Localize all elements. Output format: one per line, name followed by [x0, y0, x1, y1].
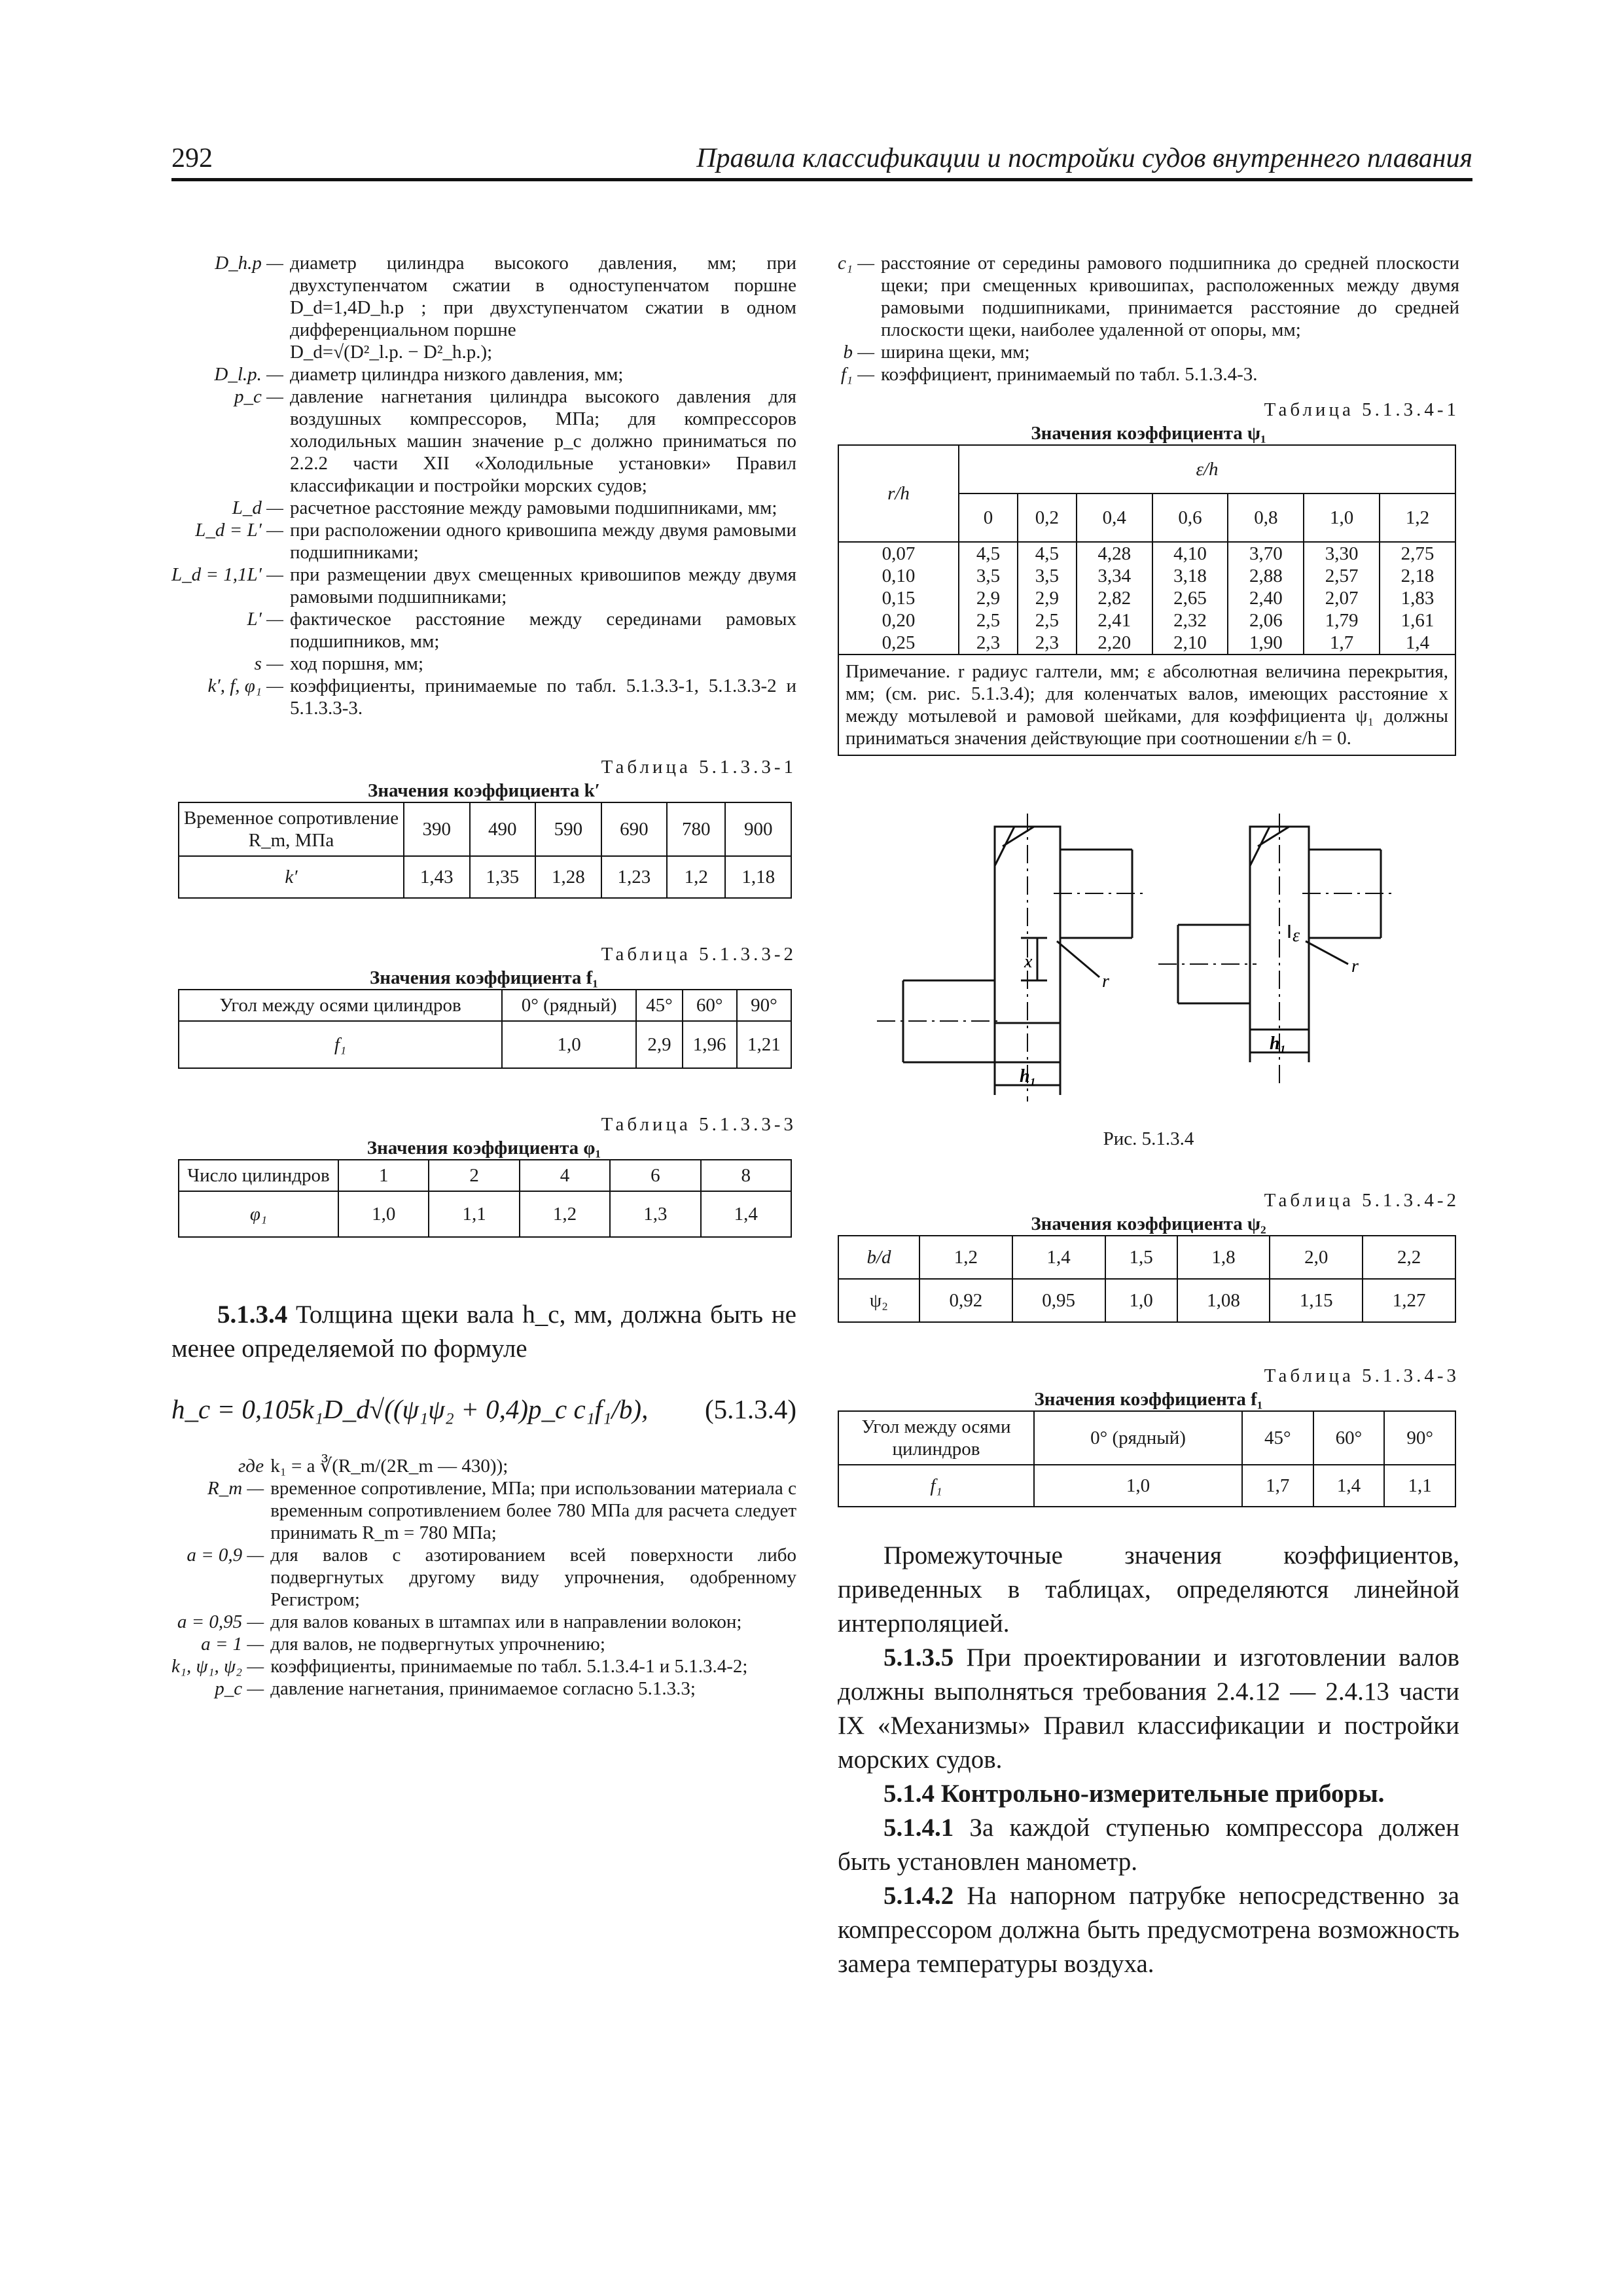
axis-line [877, 814, 1145, 1102]
group-head: ε/h [959, 445, 1455, 493]
table-note: Примечание. r радиус галтели, мм; ε абсолютная величина перекрытия, мм; (см. рис. 5.1.3.4); для коленчатых валов, имеющих расстояние x между мотылевой и рамовой шейками, для коэффициента ψ₁ должны приниматься значения действующие при соотношении ε/h = 0. [838, 655, 1455, 755]
definition-text: фактическое расстояние между серединами рамовых подшипников, мм; [289, 609, 796, 652]
header-rule [171, 178, 1472, 181]
definitions-list-1 [171, 252, 796, 719]
table-cell: 2,0 [1270, 1236, 1363, 1279]
definition-text: D_d=√(D²_l.p. − D²_h.p.); [289, 342, 493, 363]
table-cell: 2,3 [959, 632, 1018, 655]
table-cell: 2,9 [1018, 587, 1077, 609]
table-psi2 [838, 1235, 1456, 1323]
table-cell: 90° [737, 990, 791, 1021]
table-cell: 4,5 [1018, 542, 1077, 565]
definition-symbol: c₁ — [838, 253, 874, 274]
table-cell: 2,18 [1380, 565, 1455, 587]
table-cell: 1,4 [1313, 1465, 1385, 1507]
table-k-prime [178, 802, 792, 899]
row-head: Угол между осями цилиндров [179, 990, 502, 1021]
definition-symbol: a = 0,95 — [177, 1611, 264, 1632]
paragraph-5-1-3-4 [171, 1298, 796, 1366]
row-head: f₁ [838, 1465, 1034, 1507]
table-cell: 1,3 [610, 1191, 700, 1237]
table-cell: 1,0 [1034, 1465, 1242, 1507]
table-cell: 60° [683, 990, 737, 1021]
label-epsilon: ε [1293, 925, 1300, 946]
radius-leader [1057, 941, 1099, 977]
table-cell: 2 [429, 1160, 519, 1191]
table-title: Значения коэффициента ψ₁ [1031, 423, 1266, 444]
table-cell: 0° (рядный) [502, 990, 636, 1021]
table-title: Значения коэффициента ψ₂ [1031, 1213, 1266, 1234]
table-cell: 3,70 [1228, 542, 1304, 565]
table-cell: 1,21 [737, 1021, 791, 1068]
left-column [171, 252, 796, 1700]
column-head: 0,6 [1152, 493, 1228, 542]
label-r: r [1102, 971, 1109, 992]
table-cell: 1,43 [404, 856, 470, 898]
definition-symbol: R_m — [207, 1478, 264, 1499]
table-cell: 490 [470, 802, 536, 856]
table-cell: 2,9 [959, 587, 1018, 609]
table-cell: 45° [1242, 1411, 1313, 1465]
row-head: 0,07 [838, 542, 959, 565]
column-head: 1,0 [1304, 493, 1380, 542]
table-cell: 1,1 [1384, 1465, 1455, 1507]
table-cell: 1,2 [919, 1236, 1012, 1279]
table-cell: 3,5 [959, 565, 1018, 587]
definition-text: коэффициенты, принимаемые по табл. 5.1.3.3-1, 5.1.3.3-2 и 5.1.3.3-3. [289, 675, 796, 719]
table-cell: 2,3 [1018, 632, 1077, 655]
table-cell: 2,10 [1152, 632, 1228, 655]
table-cell: 1,4 [1012, 1236, 1105, 1279]
definition-symbol: L_d — [232, 497, 283, 518]
table-cell: 1,2 [667, 856, 725, 898]
table-cell: 1,7 [1304, 632, 1380, 655]
row-head: k′ [179, 856, 404, 898]
table-cell: 1,2 [520, 1191, 610, 1237]
table-cell: 3,18 [1152, 565, 1228, 587]
table-cell: 2,06 [1228, 609, 1304, 632]
table-cell: 1,28 [535, 856, 601, 898]
table-cell: 1,0 [338, 1191, 429, 1237]
table-psi1 [838, 444, 1456, 756]
table-cell: 1,7 [1242, 1465, 1313, 1507]
definition-text: давление нагнетания цилиндра высокого давления для воздушных компрессоров, МПа; для компрессоров холодильных машин значение p_c должно приниматься по 2.2.2 части XII «Холодильные установки» Правил классификации и постройки морских судов; [289, 386, 796, 496]
table-cell: 6 [610, 1160, 700, 1191]
row-head: 0,10 [838, 565, 959, 587]
table-cell: 1,0 [502, 1021, 636, 1068]
table-caption: Таблица 5.1.3.4-3 [1264, 1365, 1459, 1386]
label-x: x [1024, 952, 1033, 972]
definition-text: диаметр цилиндра высокого давления, мм; при двухступенчатом сжатии в одноступенчатом поршне D_d=1,4D_h.p ; при двухступенчатом сжатии в одном дифференциальном поршне [289, 253, 796, 340]
formula-row [171, 1392, 796, 1426]
section-heading-5-1-4: 5.1.4 Контрольно-измерительные приборы. [883, 1780, 1385, 1808]
row-head: φ₁ [179, 1191, 338, 1237]
table-row [838, 542, 1455, 565]
table-cell: 2,82 [1077, 587, 1152, 609]
table-phi1 [178, 1159, 792, 1238]
table-cell: 690 [601, 802, 668, 856]
table-cell: 1,83 [1380, 587, 1455, 609]
table-cell: 390 [404, 802, 470, 856]
table-cell: 900 [725, 802, 791, 856]
row-head: Число цилиндров [179, 1160, 338, 1191]
table-cell: 2,20 [1077, 632, 1152, 655]
running-title: Правила классификации и постройки судов внутреннего плавания [696, 143, 1472, 173]
row-head: 0,20 [838, 609, 959, 632]
table-cell: 1,4 [701, 1191, 791, 1237]
table-cell: 2,5 [1018, 609, 1077, 632]
row-head: 0,15 [838, 587, 959, 609]
definition-symbol: f₁ — [840, 364, 874, 385]
definition-text: для валов кованых в штампах или в направлении волокон; [270, 1611, 742, 1632]
definition-text: расстояние от середины рамового подшипника до средней плоскости щеки; при смещенных кривошипах, расположенных между двумя рамовыми подшипниками, принимается расстояние до средней плоскости щеки, наиболее удаленной от опоры, мм; [881, 253, 1459, 340]
table-row [838, 609, 1455, 632]
paragraph-5-1-4-1 [838, 1811, 1459, 1879]
table-cell: 60° [1313, 1411, 1385, 1465]
web-chamfer [1250, 827, 1289, 866]
table-cell: 8 [701, 1160, 791, 1191]
page-number: 292 [171, 143, 213, 173]
definition-text: ширина щеки, мм; [881, 342, 1030, 363]
definition-text: коэффициент, принимаемый по табл. 5.1.3.4-3. [881, 364, 1258, 385]
definitions-list-2 [171, 1455, 796, 1700]
definition-symbol: k′, f, φ₁ — [207, 675, 283, 696]
paragraph-interpolation: Промежуточные значения коэффициентов, приведенных в таблицах, определяются линейной интерполяцией. [838, 1541, 1459, 1638]
definition-symbol: где [238, 1456, 264, 1477]
row-head: Угол между осями цилиндров [838, 1411, 1034, 1465]
section-number: 5.1.4.2 [883, 1882, 954, 1910]
table-cell: 90° [1384, 1411, 1455, 1465]
definition-text: для валов, не подвергнутых упрочнению; [270, 1634, 605, 1655]
table-cell: 4,5 [959, 542, 1018, 565]
label-h1: h₁ [1270, 1033, 1287, 1054]
table-cell: 1,61 [1380, 609, 1455, 632]
table-cell: 0° (рядный) [1034, 1411, 1242, 1465]
journal-end [903, 850, 1132, 1062]
row-head: Временное сопротивление R_m, МПа [179, 802, 404, 856]
table-cell: 1 [338, 1160, 429, 1191]
table-cell: 1,5 [1105, 1236, 1177, 1279]
definitions-list-3 [838, 252, 1459, 386]
table-cell: 1,23 [601, 856, 668, 898]
table-cell: 2,65 [1152, 587, 1228, 609]
table-cell: 1,90 [1228, 632, 1304, 655]
table-title: Значения коэффициента f₁ [369, 967, 599, 988]
table-cell: 0,92 [919, 1279, 1012, 1322]
table-cell: 2,9 [636, 1021, 682, 1068]
table-cell: 1,15 [1270, 1279, 1363, 1322]
section-number: 5.1.4.1 [883, 1814, 954, 1842]
paragraph-text: Толщина щеки вала h_c, мм, должна быть не менее определяемой по формуле [171, 1300, 796, 1363]
table-row [838, 632, 1455, 655]
row-head: f₁ [179, 1021, 502, 1068]
table-cell: 2,41 [1077, 609, 1152, 632]
table-caption: Таблица 5.1.3.4-2 [1264, 1190, 1459, 1211]
column-head: 0,4 [1077, 493, 1152, 542]
paragraph-text: При проектировании и изготовлении валов должны выполняться требования 2.4.12 — 2.4.13 части IX «Механизмы» Правил классификации и постройки морских судов. [838, 1643, 1459, 1774]
table-cell: 0,95 [1012, 1279, 1105, 1322]
definition-symbol: b — [843, 342, 874, 363]
table-cell: 1,4 [1380, 632, 1455, 655]
table-cell: 1,18 [725, 856, 791, 898]
table-cell: 2,75 [1380, 542, 1455, 565]
definition-symbol: L_d = L′ — [195, 520, 283, 541]
definition-text: давление нагнетания, принимаемое согласно 5.1.3.3; [270, 1678, 696, 1699]
definition-text: коэффициенты, принимаемые по табл. 5.1.3.4-1 и 5.1.3.4-2; [270, 1656, 748, 1677]
row-head: b/d [838, 1236, 919, 1279]
table-cell: 2,32 [1152, 609, 1228, 632]
definition-symbol: D_l.p. — [214, 364, 283, 385]
column-head: 0,8 [1228, 493, 1304, 542]
definition-symbol: p_c — [234, 386, 283, 407]
definition-symbol [171, 341, 283, 363]
column-head: 0,2 [1018, 493, 1077, 542]
table-title: Значения коэффициента k′ [368, 780, 600, 801]
definition-text: при расположении одного кривошипа между двумя рамовыми подшипниками; [289, 520, 796, 563]
paragraph-5-1-3-5 [838, 1641, 1459, 1777]
section-number: 5.1.3.4 [217, 1300, 288, 1329]
table-cell: 590 [535, 802, 601, 856]
definition-symbol: L_d = 1,1L′ — [171, 564, 283, 585]
table-cell: 1,8 [1177, 1236, 1270, 1279]
table-cell: 2,40 [1228, 587, 1304, 609]
table-f1-left [178, 989, 792, 1069]
definition-text: временное сопротивление, МПа; при использовании материала с временным сопротивлением более 780 МПа для расчета следует принимать R_m = 780 МПа; [270, 1478, 796, 1543]
definition-text: при размещении двух смещенных кривошипов между двумя рамовыми подшипниками; [289, 564, 796, 607]
right-column [838, 252, 1459, 1981]
paragraph-5-1-4-2 [838, 1879, 1459, 1981]
radius-leader [1306, 941, 1348, 964]
column-head: 0 [959, 493, 1018, 542]
definition-symbol: s — [254, 653, 283, 674]
table-cell: 3,30 [1304, 542, 1380, 565]
table-cell: 1,0 [1105, 1279, 1177, 1322]
table-cell: 4,28 [1077, 542, 1152, 565]
definition-symbol: k₁, ψ₁, ψ₂ — [171, 1656, 264, 1677]
table-cell: 4,10 [1152, 542, 1228, 565]
figure-caption: Рис. 5.1.3.4 [1103, 1128, 1194, 1149]
table-caption: Таблица 5.1.3.3-3 [601, 1114, 796, 1135]
table-cell: 45° [636, 990, 682, 1021]
table-caption: Таблица 5.1.3.3-2 [601, 944, 796, 965]
definition-symbol: a = 1 — [201, 1634, 264, 1655]
label-h1: h₁ [1020, 1066, 1037, 1086]
table-cell: 3,5 [1018, 565, 1077, 587]
definition-text: для валов с азотированием всей поверхности либо подвергнутых другому виду упрочнения, одобренному Регистром; [270, 1545, 796, 1610]
column-head: 1,2 [1380, 493, 1455, 542]
formula: h_c = 0,105k₁D_d√((ψ₁ψ₂ + 0,4)p_c c₁f₁/b), [171, 1394, 649, 1424]
definition-text: расчетное расстояние между рамовыми подшипниками, мм; [289, 497, 777, 518]
definition-text: k₁ = a ∛(R_m/(2R_m — 430)); [270, 1456, 508, 1477]
table-cell: 4 [520, 1160, 610, 1191]
paragraph-text: За каждой ступенью компрессора должен быть установлен манометр. [838, 1814, 1459, 1876]
formula-number: (5.1.3.4) [704, 1394, 796, 1424]
definition-symbol: D_h.p — [215, 253, 283, 274]
table-caption: Таблица 5.1.3.3-1 [601, 757, 796, 778]
table-cell: 2,07 [1304, 587, 1380, 609]
table-cell: 2,5 [959, 609, 1018, 632]
figure-crank-web [838, 787, 1456, 1128]
table-caption: Таблица 5.1.3.4-1 [1264, 399, 1459, 420]
definition-symbol: a = 0,9 — [187, 1545, 264, 1566]
table-cell: 780 [667, 802, 725, 856]
table-cell: 1,96 [683, 1021, 737, 1068]
definition-text: диаметр цилиндра низкого давления, мм; [289, 364, 624, 385]
table-row [838, 587, 1455, 609]
table-cell: 1,1 [429, 1191, 519, 1237]
definition-text: ход поршня, мм; [289, 653, 424, 674]
label-r: r [1351, 956, 1359, 977]
section-number: 5.1.3.5 [883, 1643, 954, 1672]
table-cell: 1,79 [1304, 609, 1380, 632]
table-cell: 3,34 [1077, 565, 1152, 587]
table-f1-right [838, 1410, 1456, 1507]
row-head: 0,25 [838, 632, 959, 655]
table-cell: 2,88 [1228, 565, 1304, 587]
paragraph-text: На напорном патрубке непосредственно за компрессором должна быть предусмотрена возможность замера температуры воздуха. [838, 1882, 1459, 1978]
table-cell: 1,35 [470, 856, 536, 898]
definition-symbol: p_c — [215, 1678, 264, 1699]
table-cell: 1,27 [1363, 1279, 1455, 1322]
row-head: ψ₂ [838, 1279, 919, 1322]
table-title: Значения коэффициента φ₁ [366, 1138, 601, 1158]
definition-symbol: L′ — [247, 609, 283, 630]
table-cell: 2,57 [1304, 565, 1380, 587]
table-title: Значения коэффициента f₁ [1034, 1389, 1263, 1410]
corner-head: r/h [838, 445, 959, 542]
table-cell: 1,08 [1177, 1279, 1270, 1322]
table-cell: 2,2 [1363, 1236, 1455, 1279]
table-row [838, 565, 1455, 587]
